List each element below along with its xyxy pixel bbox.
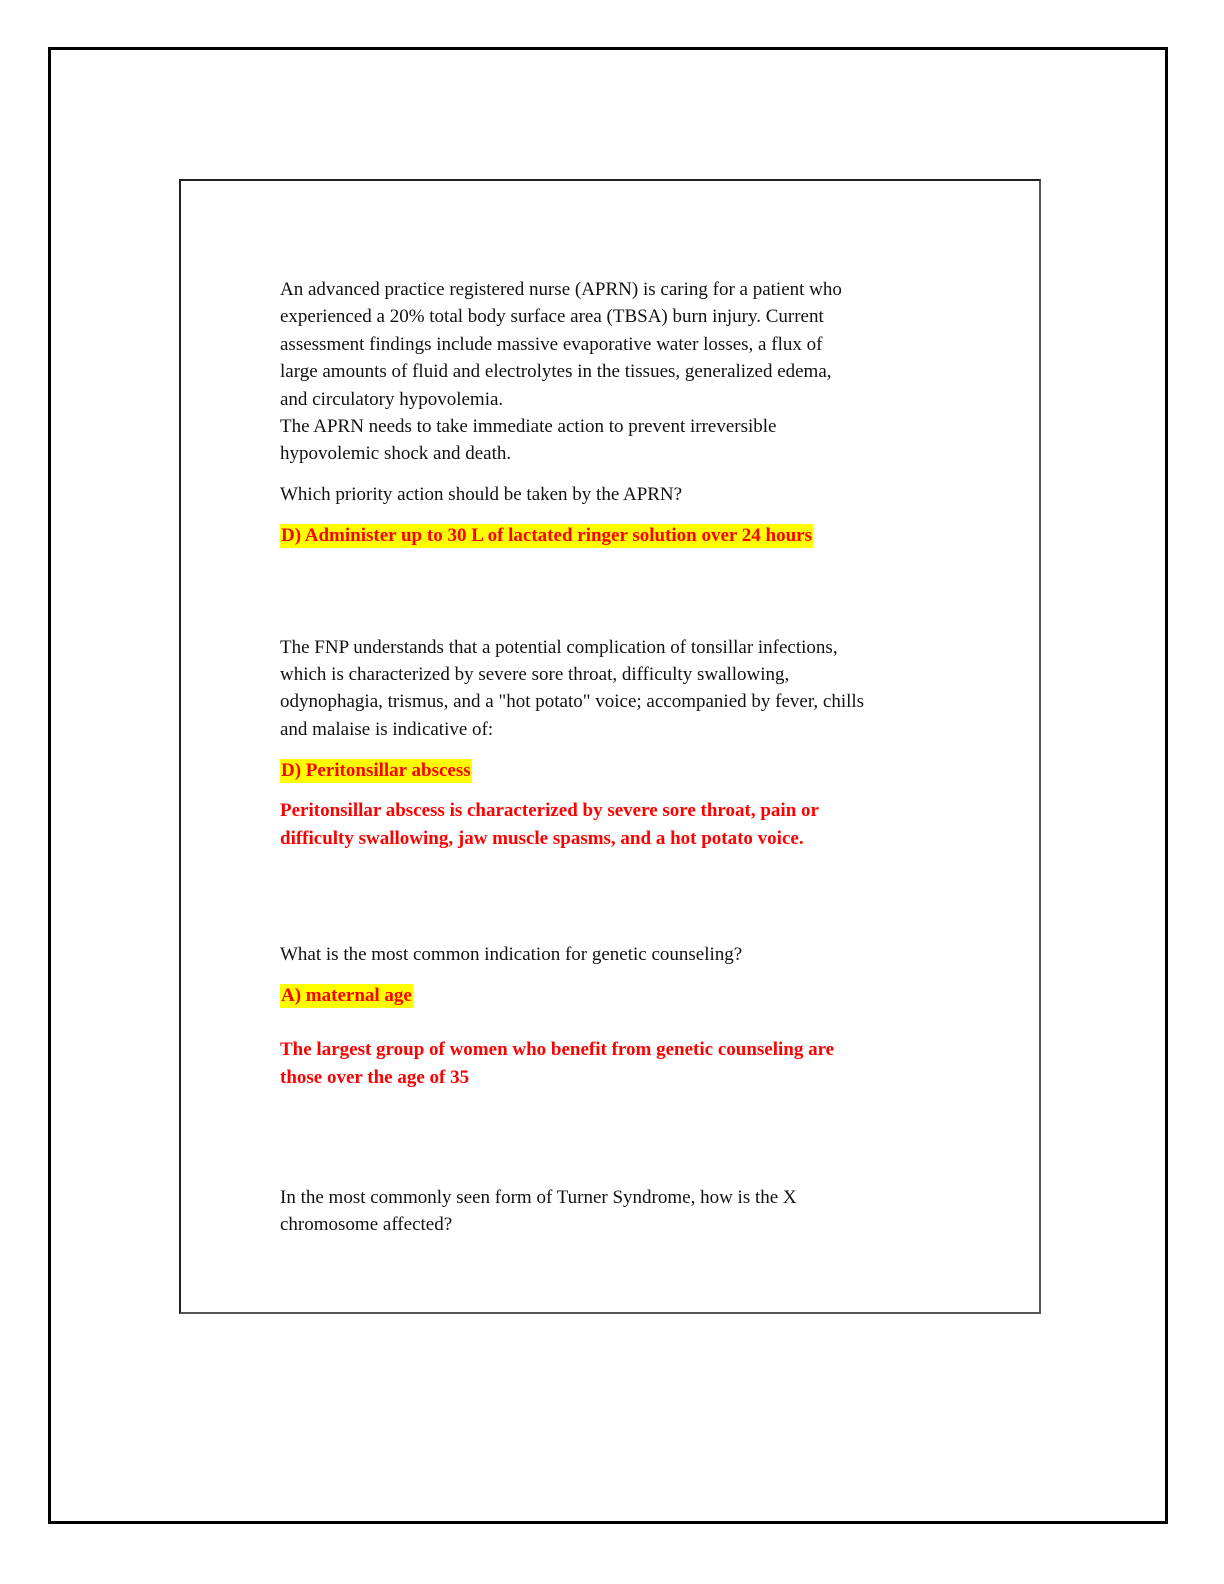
- question-3-stem: What is the most common indication for genetic counseling?: [280, 943, 743, 965]
- question-block-2: [280, 634, 940, 853]
- question-2-answer: D) Peritonsillar abscess: [281, 760, 471, 782]
- document-content: [280, 276, 940, 1238]
- question-block-1: [280, 276, 940, 550]
- question-2-stem: The FNP understands that a potential complication of tonsillar infections, which is characterized by severe sore throat, difficulty swallowing, odynophagia, trismus, and a "hot potato" voice; accompanied by fever, chills and malaise is indicative of:: [280, 636, 865, 740]
- question-3-answer: A) maternal age: [281, 985, 412, 1007]
- question-block-3: [280, 941, 940, 1092]
- question-4-stem: In the most commonly seen form of Turner Syndrome, how is the X chromosome affected?: [280, 1186, 797, 1235]
- question-2-explanation: Peritonsillar abscess is characterized by severe sore throat, pain or difficulty swallowing, jaw muscle spasms, and a hot potato voice.: [280, 799, 819, 849]
- question-1-prompt: Which priority action should be taken by the APRN?: [280, 483, 683, 505]
- question-block-4: [280, 1184, 940, 1239]
- question-1-answer: D) Administer up to 30 L of lactated ringer solution over 24 hours: [281, 525, 812, 547]
- question-1-stem: An advanced practice registered nurse (APRN) is caring for a patient who experienced a 20% total body surface area (TBSA) burn injury. Current assessment findings include massive evaporative water losses, a flux of large amounts of fluid and electrolytes in the tissues, generalized edema, and circulatory hypovolemia. The APRN needs to take immediate action to prevent irreversible hypovolemic shock and death.: [280, 279, 842, 465]
- question-3-explanation: The largest group of women who benefit from genetic counseling are those over the age of 35: [280, 1038, 835, 1088]
